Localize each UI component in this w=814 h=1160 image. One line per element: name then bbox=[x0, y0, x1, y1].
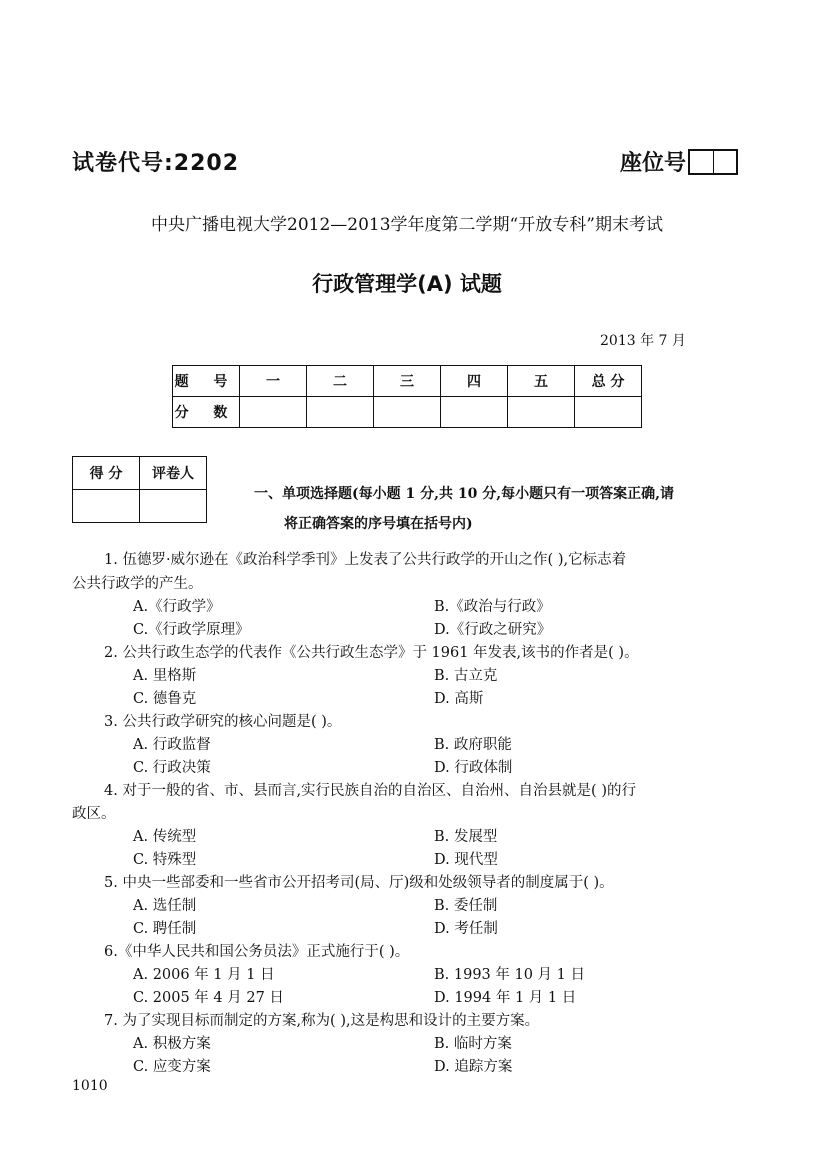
question-7-option-b: B. 临时方案 bbox=[434, 1036, 512, 1052]
question-4-option-b: B. 发展型 bbox=[434, 829, 498, 845]
question-3-option-d: D. 行政体制 bbox=[434, 760, 513, 776]
question-1-option-c: C.《行政学原理》 bbox=[133, 622, 250, 638]
question-4-option-c: C. 特殊型 bbox=[133, 852, 197, 868]
exam-subtitle: 中央广播电视大学2012—2013学年度第二学期“开放专科”期末考试 bbox=[151, 215, 663, 235]
page-number: 1010 bbox=[72, 1078, 108, 1094]
question-7-option-a: A. 积极方案 bbox=[133, 1036, 211, 1052]
grader-score-cell bbox=[73, 490, 140, 523]
question-6-option-c: C. 2005 年 4 月 27 日 bbox=[133, 990, 284, 1006]
grader-table bbox=[72, 456, 207, 523]
exam-title: 行政管理学(A) 试题 bbox=[312, 272, 502, 296]
grader-name-cell bbox=[140, 490, 207, 523]
question-3-option-a: A. 行政监督 bbox=[133, 737, 211, 753]
score-table-header-row bbox=[173, 366, 642, 397]
question-4-text-cont: 政区。 bbox=[72, 806, 116, 822]
score-cell bbox=[575, 397, 642, 428]
question-5-option-a: A. 选任制 bbox=[133, 898, 197, 914]
question-1-option-a: A.《行政学》 bbox=[133, 599, 221, 615]
score-table-header-cell: 五 bbox=[508, 366, 575, 397]
question-2-option-c: C. 德鲁克 bbox=[133, 691, 197, 707]
question-2-option-a: A. 里格斯 bbox=[133, 668, 197, 684]
score-table-score-label: 分 数 bbox=[173, 397, 240, 428]
grader-name-label: 评卷人 bbox=[140, 457, 207, 490]
score-cell bbox=[374, 397, 441, 428]
score-table-header-cell: 总 分 bbox=[575, 366, 642, 397]
question-1-text-cont: 公共行政学的产生。 bbox=[72, 576, 203, 592]
score-table-header-cell: 题 号 bbox=[173, 366, 240, 397]
question-4-text: 4. 对于一般的省、市、县而言,实行民族自治的自治区、自治州、自治县就是( )的行 bbox=[104, 783, 636, 799]
question-2-text: 2. 公共行政生态学的代表作《公共行政生态学》于 1961 年发表,该书的作者是( )。 bbox=[104, 645, 639, 661]
question-4-option-a: A. 传统型 bbox=[133, 829, 197, 845]
question-3-text: 3. 公共行政学研究的核心问题是( )。 bbox=[104, 714, 342, 730]
question-7-option-d: D. 追踪方案 bbox=[434, 1059, 513, 1075]
question-3-option-c: C. 行政决策 bbox=[133, 760, 211, 776]
question-5-option-b: B. 委任制 bbox=[434, 898, 498, 914]
score-table-header-cell: 四 bbox=[441, 366, 508, 397]
grader-score-label: 得 分 bbox=[73, 457, 140, 490]
question-5-option-c: C. 聘任制 bbox=[133, 921, 197, 937]
question-3-option-b: B. 政府职能 bbox=[434, 737, 512, 753]
question-6-option-b: B. 1993 年 10 月 1 日 bbox=[434, 967, 585, 983]
exam-date: 2013 年 7 月 bbox=[600, 333, 686, 349]
grader-table-header-row bbox=[73, 457, 207, 490]
score-cell bbox=[240, 397, 307, 428]
question-6-text: 6.《中华人民共和国公务员法》正式施行于( )。 bbox=[104, 944, 410, 960]
seat-number-field bbox=[620, 146, 738, 177]
question-1-option-d: D.《行政之研究》 bbox=[434, 622, 552, 638]
question-2-option-b: B. 古立克 bbox=[434, 668, 498, 684]
score-table-score-row bbox=[173, 397, 642, 428]
section-heading-line1: 一、单项选择题(每小题 1 分,共 10 分,每小题只有一项答案正确,请 bbox=[254, 486, 674, 502]
question-6-option-a: A. 2006 年 1 月 1 日 bbox=[133, 967, 275, 983]
question-7-option-c: C. 应变方案 bbox=[133, 1059, 211, 1075]
question-6-option-d: D. 1994 年 1 月 1 日 bbox=[434, 990, 577, 1006]
question-1-option-b: B.《政治与行政》 bbox=[434, 599, 551, 615]
score-cell bbox=[307, 397, 374, 428]
score-table-header-cell: 一 bbox=[240, 366, 307, 397]
score-cell bbox=[508, 397, 575, 428]
score-cell bbox=[441, 397, 508, 428]
section-heading-line2: 将正确答案的序号填在括号内) bbox=[284, 516, 473, 532]
seat-number-box bbox=[688, 149, 738, 175]
score-table bbox=[172, 365, 642, 428]
score-table-header-cell: 三 bbox=[374, 366, 441, 397]
grader-table-empty-row bbox=[73, 490, 207, 523]
question-1-text: 1. 伍德罗·威尔逊在《政治科学季刊》上发表了公共行政学的开山之作( ),它标志着 bbox=[104, 552, 627, 568]
question-5-option-d: D. 考任制 bbox=[434, 921, 498, 937]
question-7-text: 7. 为了实现目标而制定的方案,称为( ),这是构思和设计的主要方案。 bbox=[104, 1013, 540, 1029]
question-4-option-d: D. 现代型 bbox=[434, 852, 498, 868]
question-5-text: 5. 中央一些部委和一些省市公开招考司(局、厅)级和处级领导者的制度属于( )。 bbox=[104, 875, 614, 891]
exam-code: 试卷代号:2202 bbox=[72, 151, 240, 176]
seat-number-label: 座位号 bbox=[620, 151, 687, 176]
question-2-option-d: D. 高斯 bbox=[434, 691, 484, 707]
score-table-header-cell: 二 bbox=[307, 366, 374, 397]
